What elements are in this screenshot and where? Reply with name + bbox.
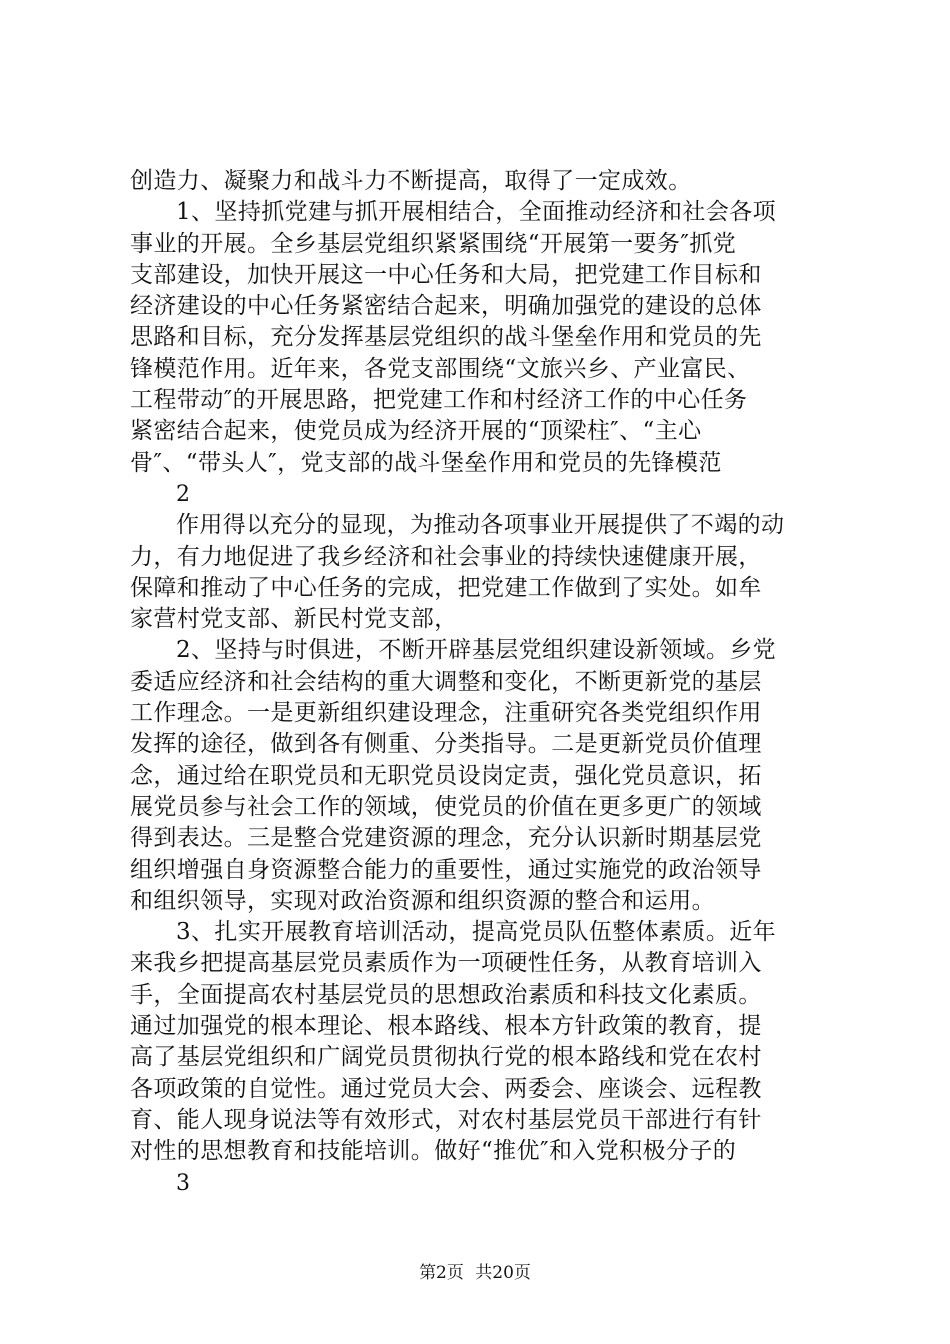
text-line: 工程带动″的开展思路，把党建工作和村经济工作的中心任务 — [130, 387, 748, 414]
text-line: 3、扎实开展教育培训活动，提高党员队伍整体素质。近年 — [176, 919, 777, 946]
text-line: 创造力、凝聚力和战斗力不断提高，取得了一定成效。 — [130, 168, 692, 194]
text-line: 发挥的途径，做到各有侧重、分类指导。二是更新党员价值理 — [130, 731, 762, 758]
inline-page-number: 2 — [176, 481, 191, 507]
text-line: 锋模范作用。近年来，各党支部围绕“文旅兴乡、产业富民、 — [130, 355, 751, 382]
text-line: 对性的思想教育和技能培训。做好“推优″和入党积极分子的 — [130, 1138, 737, 1165]
text-line: 和组织领导，实现对政治资源和组织资源的整合和运用。 — [130, 887, 715, 914]
text-line: 念，通过给在职党员和无职党员设岗定责，强化党员意识，拓 — [130, 762, 762, 789]
text-line: 1、坚持抓党建与抓开展相结合，全面推动经济和社会各项 — [176, 199, 777, 226]
text-line: 手，全面提高农村基层党员的思想政治素质和科技文化素质。 — [130, 981, 762, 1008]
current-page-label: 第2页 — [419, 1263, 464, 1283]
text-line: 骨″、“带头人″，党支部的战斗堡垒作用和党员的先锋模范 — [130, 449, 722, 476]
text-line: 展党员参与社会工作的领域，使党员的价值在更多更广的领域 — [130, 793, 762, 820]
text-line: 力，有力地促进了我乡经济和社会事业的持续快速健康开展， — [130, 543, 762, 570]
text-line: 育、能人现身说法等有效形式，对农村基层党员干部进行有针 — [130, 1106, 762, 1133]
text-line: 经济建设的中心任务紧密结合起来，明确加强党的建设的总体 — [130, 293, 762, 320]
text-line: 来我乡把提高基层党员素质作为一项硬性任务，从教育培训入 — [130, 950, 762, 977]
text-line: 事业的开展。全乡基层党组织紧紧围绕“开展第一要务″抓党 — [130, 230, 737, 257]
text-line: 保障和推动了中心任务的完成，把党建工作做到了实处。如牟 — [130, 574, 762, 601]
text-line: 紧密结合起来，使党员成为经济开展的“顶梁柱″、“主心 — [130, 418, 702, 445]
text-line: 各项政策的自觉性。通过党员大会、两委会、座谈会、远程教 — [130, 1075, 762, 1102]
text-line: 得到表达。三是整合党建资源的理念，充分认识新时期基层党 — [130, 825, 762, 852]
text-line: 通过加强党的根本理论、根本路线、根本方针政策的教育，提 — [130, 1013, 762, 1040]
text-line: 工作理念。一是更新组织建设理念，注重研究各类党组织作用 — [130, 700, 762, 727]
text-line: 作用得以充分的显现，为推动各项事业开展提供了不竭的动 — [176, 512, 785, 539]
text-line: 委适应经济和社会结构的重大调整和变化，不断更新党的基层 — [130, 668, 762, 695]
total-pages-label: 共20页 — [475, 1263, 531, 1283]
text-line: 组织增强自身资源整合能力的重要性，通过实施党的政治领导 — [130, 856, 762, 883]
text-line: 思路和目标，充分发挥基层党组织的战斗堡垒作用和党员的先 — [130, 324, 762, 351]
text-line: 高了基层党组织和广阔党员贯彻执行党的根本路线和党在农村 — [130, 1044, 762, 1071]
document-body — [130, 166, 830, 1199]
text-line: 家营村党支部、新民村党支部， — [130, 606, 458, 633]
page-footer — [0, 1263, 950, 1283]
text-line: 2、坚持与时俱进，不断开辟基层党组织建设新领域。乡党 — [176, 637, 777, 664]
text-line: 支部建设，加快开展这一中心任务和大局，把党建工作目标和 — [130, 261, 762, 288]
inline-page-number: 3 — [176, 1170, 191, 1196]
